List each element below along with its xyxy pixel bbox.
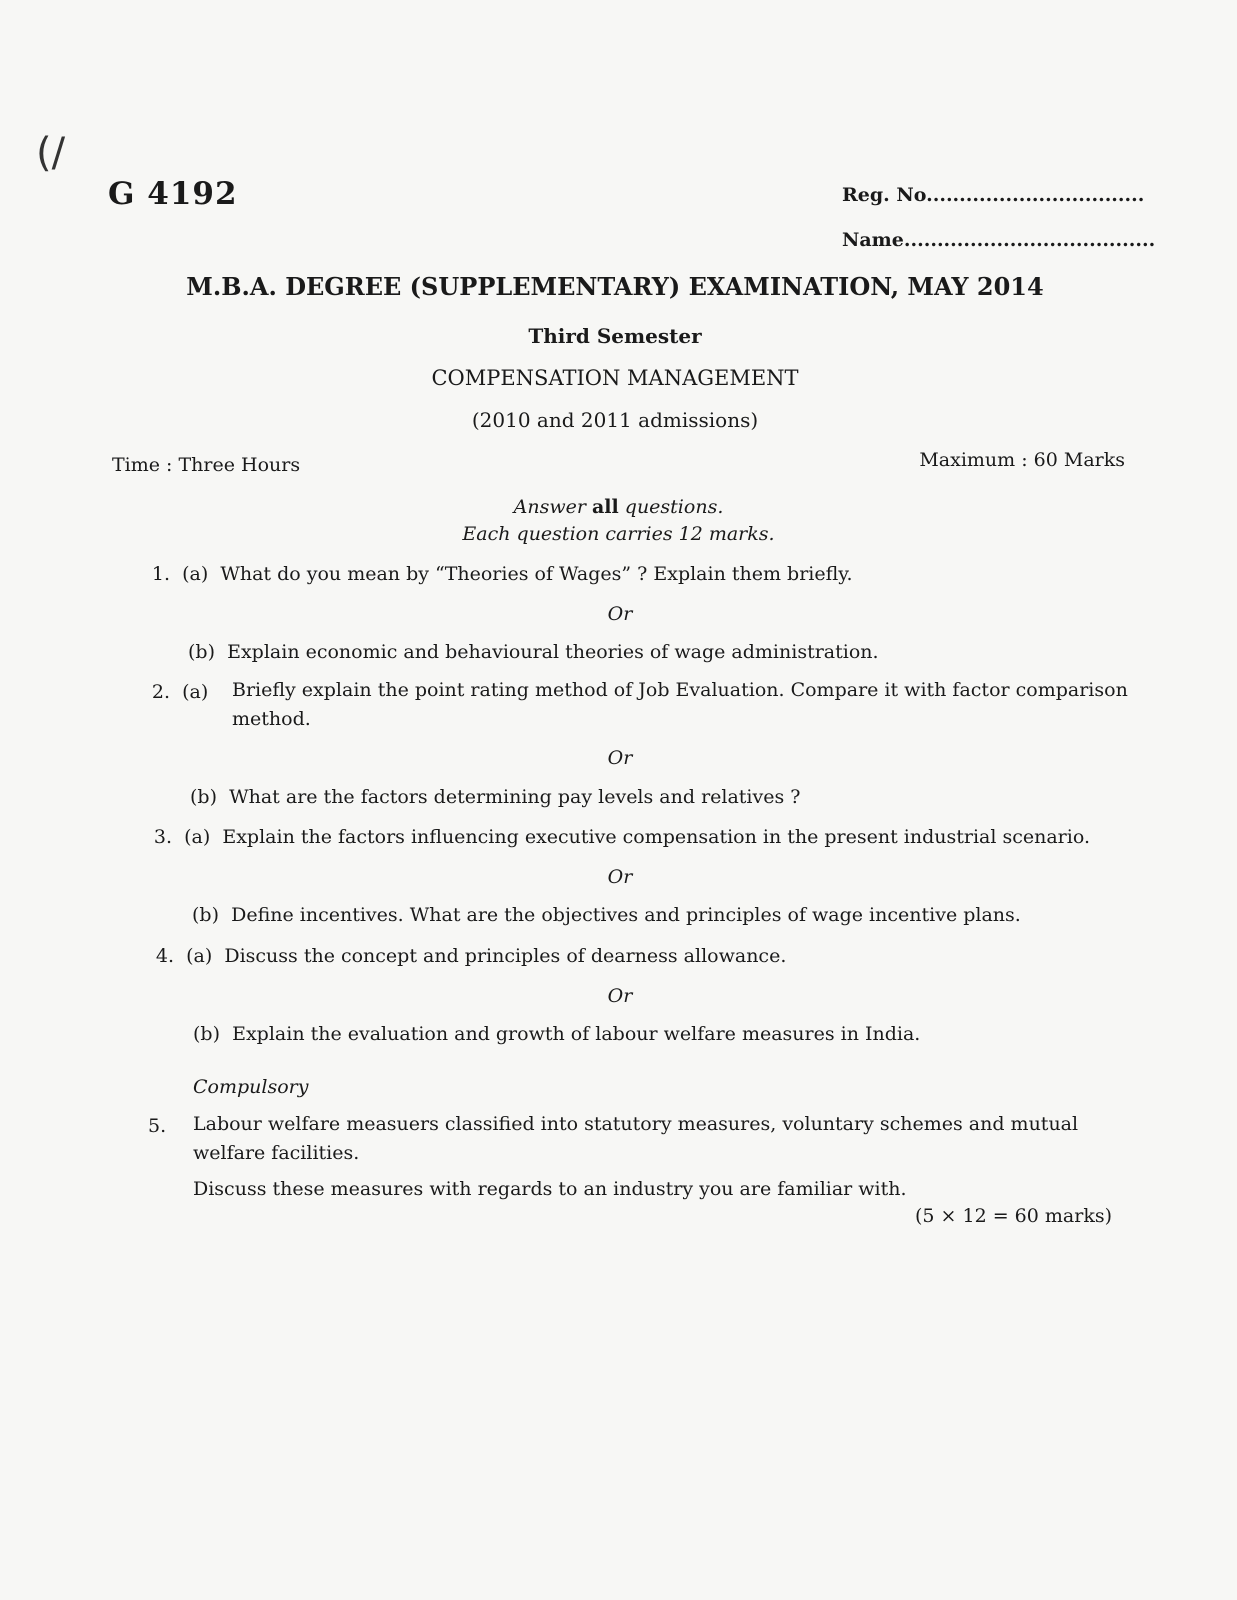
question-1a: 1. (a) What do you mean by “Theories of Wages” ? Explain them briefly. [151, 563, 853, 585]
or-2: Or [607, 747, 633, 769]
compulsory-label: Compulsory [193, 1076, 309, 1098]
time-allowed: Time : Three Hours [112, 454, 301, 476]
question-4a: 4. (a) Discuss the concept and principles of dearness allowance. [155, 945, 787, 967]
paper-code: G 4192 [108, 176, 238, 212]
question-2b: (b) What are the factors determining pay levels and relatives ? [190, 786, 801, 808]
question-5-num: 5. [148, 1115, 167, 1137]
instruction-line-2: Each question carries 12 marks. [462, 523, 775, 545]
subject: COMPENSATION MANAGEMENT [431, 366, 799, 390]
or-3: Or [607, 866, 633, 888]
max-marks: Maximum : 60 Marks [919, 449, 1125, 471]
reg-no-field: Reg. No................................. [842, 184, 1145, 206]
question-2a: 2. (a) [151, 681, 209, 703]
admissions: (2010 and 2011 admissions) [471, 408, 759, 432]
question-5-text: Labour welfare measuers classified into statutory measures, voluntary schemes and mutual welfare facilities. [193, 1113, 1079, 1164]
instruction-line-1: Answer all questions. [513, 496, 724, 518]
semester: Third Semester [528, 324, 702, 348]
question-3a: 3. (a) Explain the factors influencing executive compensation in the present industrial scenario. [153, 826, 1090, 848]
question-4b: (b) Explain the evaluation and growth of labour welfare measures in India. [193, 1023, 921, 1045]
question-2a-text: Briefly explain the point rating method of Job Evaluation. Compare it with factor comparison method. [232, 679, 1128, 730]
question-3b: (b) Define incentives. What are the objectives and principles of wage incentive plans. [192, 904, 1021, 926]
handwritten-mark: (/ [36, 130, 66, 176]
exam-title: M.B.A. DEGREE (SUPPLEMENTARY) EXAMINATION, MAY 2014 [186, 272, 1044, 301]
question-5-text-2: Discuss these measures with regards to an industry you are familiar with. [193, 1178, 907, 1200]
or-4: Or [607, 985, 633, 1007]
or-1: Or [607, 603, 633, 625]
question-1b: (b) Explain economic and behavioural theories of wage administration. [188, 641, 879, 663]
marks-summary: (5 × 12 = 60 marks) [915, 1205, 1112, 1227]
name-field: Name...................................... [842, 229, 1156, 251]
